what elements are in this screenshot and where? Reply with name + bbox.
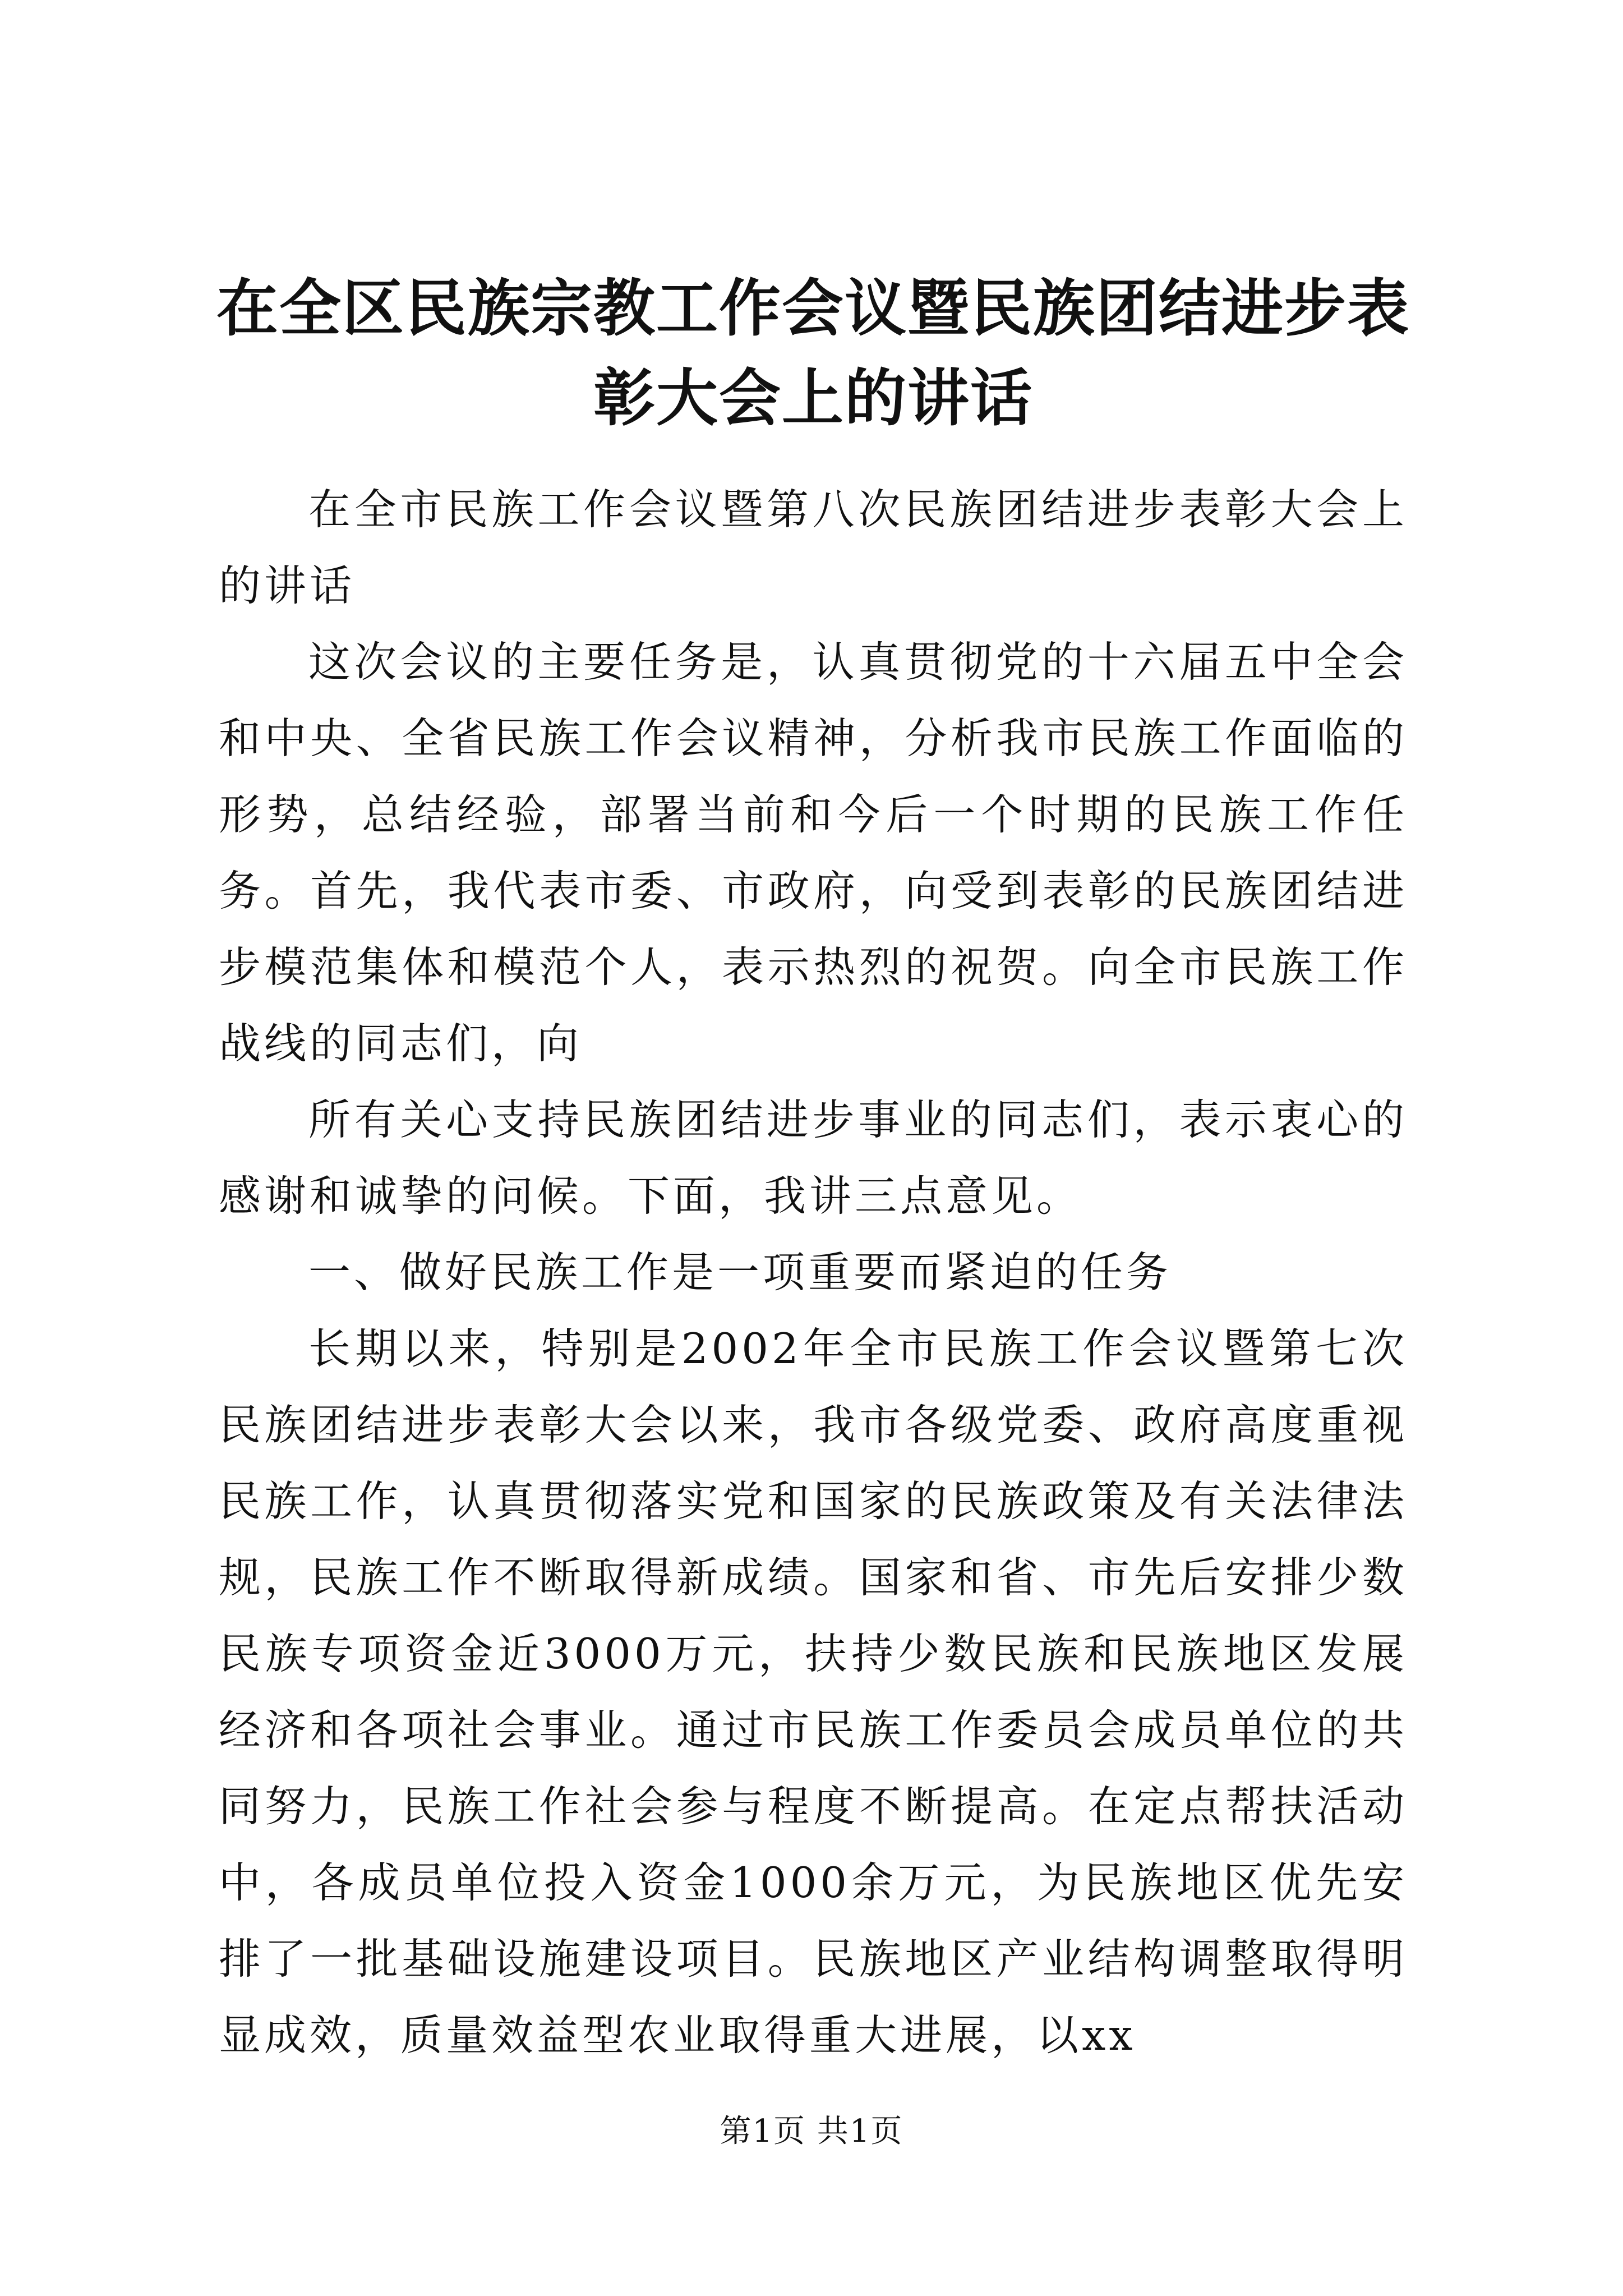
section-heading-one: 一、做好民族工作是一项重要而紧迫的任务: [308, 1248, 1172, 1297]
document-title: 在全区民族宗教工作会议暨民族团结进步表彰大会上的讲话: [216, 272, 1410, 434]
paragraph-intro: 这次会议的主要任务是，认真贯彻党的十六届五中全会和中央、全省民族工作会议精神，分析我市民族工作面临的形势，总结经验，部署当前和今后一个时期的民族工作任务。首先，我代表市委、市政府，向受到表彰的民族团结进步模范集体和模范个人，表示热烈的祝贺。向全市民族工作战线的同志们，向: [219, 637, 1408, 1068]
document-body: [219, 471, 1408, 2073]
paragraph-subtitle: 在全市民族工作会议暨第八次民族团结进步表彰大会上的讲话: [219, 485, 1408, 610]
paragraph-thanks: 所有关心支持民族团结进步事业的同志们，表示衷心的感谢和诚挚的问候。下面，我讲三点意见。: [219, 1095, 1408, 1221]
page-footer: 第1页 共1页: [720, 2113, 903, 2150]
paragraph-achievements: 长期以来，特别是2002年全市民族工作会议暨第七次民族团结进步表彰大会以来，我市各级党委、政府高度重视民族工作，认真贯彻落实党和国家的民族政策及有关法律法规，民族工作不断取得新成绩。国家和省、市先后安排少数民族专项资金近3000万元，扶持少数民族和民族地区发展经济和各项社会事业。通过市民族工作委员会成员单位的共同努力，民族工作社会参与程度不断提高。在定点帮扶活动中，各成员单位投入资金1000余万元，为民族地区优先安排了一批基础设施建设项目。民族地区产业结构调整取得明显成效，质量效益型农业取得重大进展，以xx: [219, 1324, 1408, 2060]
